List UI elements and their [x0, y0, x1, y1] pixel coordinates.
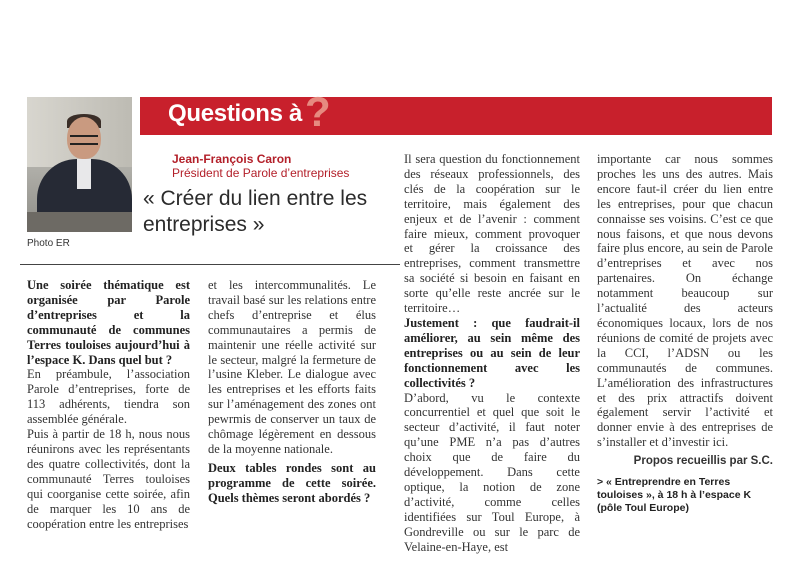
article-column-4 — [597, 152, 773, 469]
answer-2: Il sera question du fonctionnement des réseaux professionnels, des clés de la coopération sur le territoire, mais également des enjeux et de l’avenir : comment faire mieux, comment provoquer et gérer la croissance des entreprises, comment transmettre sa société si besoin en faisant en sorte qu’elle reste ancrée sur le territoire… — [404, 152, 580, 316]
question-3: Justement : que faudrait-il améliorer, au sein même des entreprises ou au sein de leur fonctionnement avec les collectivités ? — [404, 315, 580, 390]
section-title: Questions à — [168, 100, 303, 127]
question-1: Une soirée thématique est organisée par Parole d’entreprises et la communauté de communes Terres touloises aujourd’hui à l’espace K. Dans quel but ? — [27, 278, 190, 367]
interviewee-name: Jean-François Caron — [172, 152, 292, 166]
event-info: > « Entreprendre en Terres touloises », à 18 h à l’espace K (pôle Toul Europe) — [597, 476, 752, 514]
portrait-photo — [27, 97, 132, 232]
byline: Propos recueillis par S.C. — [633, 455, 773, 468]
answer-1-paragraph-2: Puis à partir de 18 h, nous nous réunirons avec les représentants des quatre collectivités, dont la communauté Terres touloises qui coorganise cette soirée, afin de marquer les 10 ans de coopération entre les entreprises — [27, 427, 190, 531]
question-2: Deux tables rondes sont au programme de cette soirée. Quels thèmes seront abordés ? — [208, 460, 376, 505]
question-mark-icon: ? — [305, 88, 331, 135]
headline-quote: « Créer du lien entre les entreprises » — [143, 187, 368, 236]
answer-3-paragraph-1: D’abord, vu le contexte concurrentiel et quel que soit le secteur d’activité, il faut noter qu’une PME n’a pas d’autres choix que de faire du développement. Dans cette optique, la notion de zone d’activité, comme celles identifiées sur Toul Europe, à Gondreville ou sur le parc de Velaine-en-Haye, est — [404, 390, 580, 554]
article-column-2 — [208, 278, 376, 506]
photo-credit: Photo ER — [27, 238, 70, 249]
answer-3-paragraph-2: importante car nous sommes proches les uns des autres. Mais encore faut-il créer du lien entre les entreprises, pour que chacun connaisse ses voisins. C’est ce que nous faisons, et que nous devons faire plus encore, au sein de Parole d’entreprises et avec nos partenaires. On échange notamment beaucoup sur l’actualité des acteurs économiques locaux, lors de nos réunions de comité de projets avec la CCI, l’ADSN ou les communautés de communes. L’amélioration des infrastructures et des prix attractifs doivent également servir l’activité et donner envie à des entreprises de s’installer et d’investir ici. — [597, 152, 773, 450]
answer-1-paragraph-3: et les intercommunalités. Le travail basé sur les relations entre chefs d’entreprise et élus communautaires a permis de maintenir une réelle activité sur le secteur, malgré la fermeture de l’usine Kleber. Le dialogue avec les entreprises et les efforts faits sur l’aménagement des zones ont pewrmis de conserver un taux de chômage légèrement en dessous de la moyenne nationale. — [208, 278, 376, 456]
article-column-3 — [404, 152, 580, 554]
article-column-1 — [27, 278, 190, 531]
answer-1-paragraph-1: En préambule, l’association Parole d’entreprises, forte de 113 adhérents, tiendra son assemblée générale. — [27, 367, 190, 427]
interviewee-role: Président de Parole d’entreprises — [172, 166, 350, 180]
divider — [20, 264, 400, 265]
